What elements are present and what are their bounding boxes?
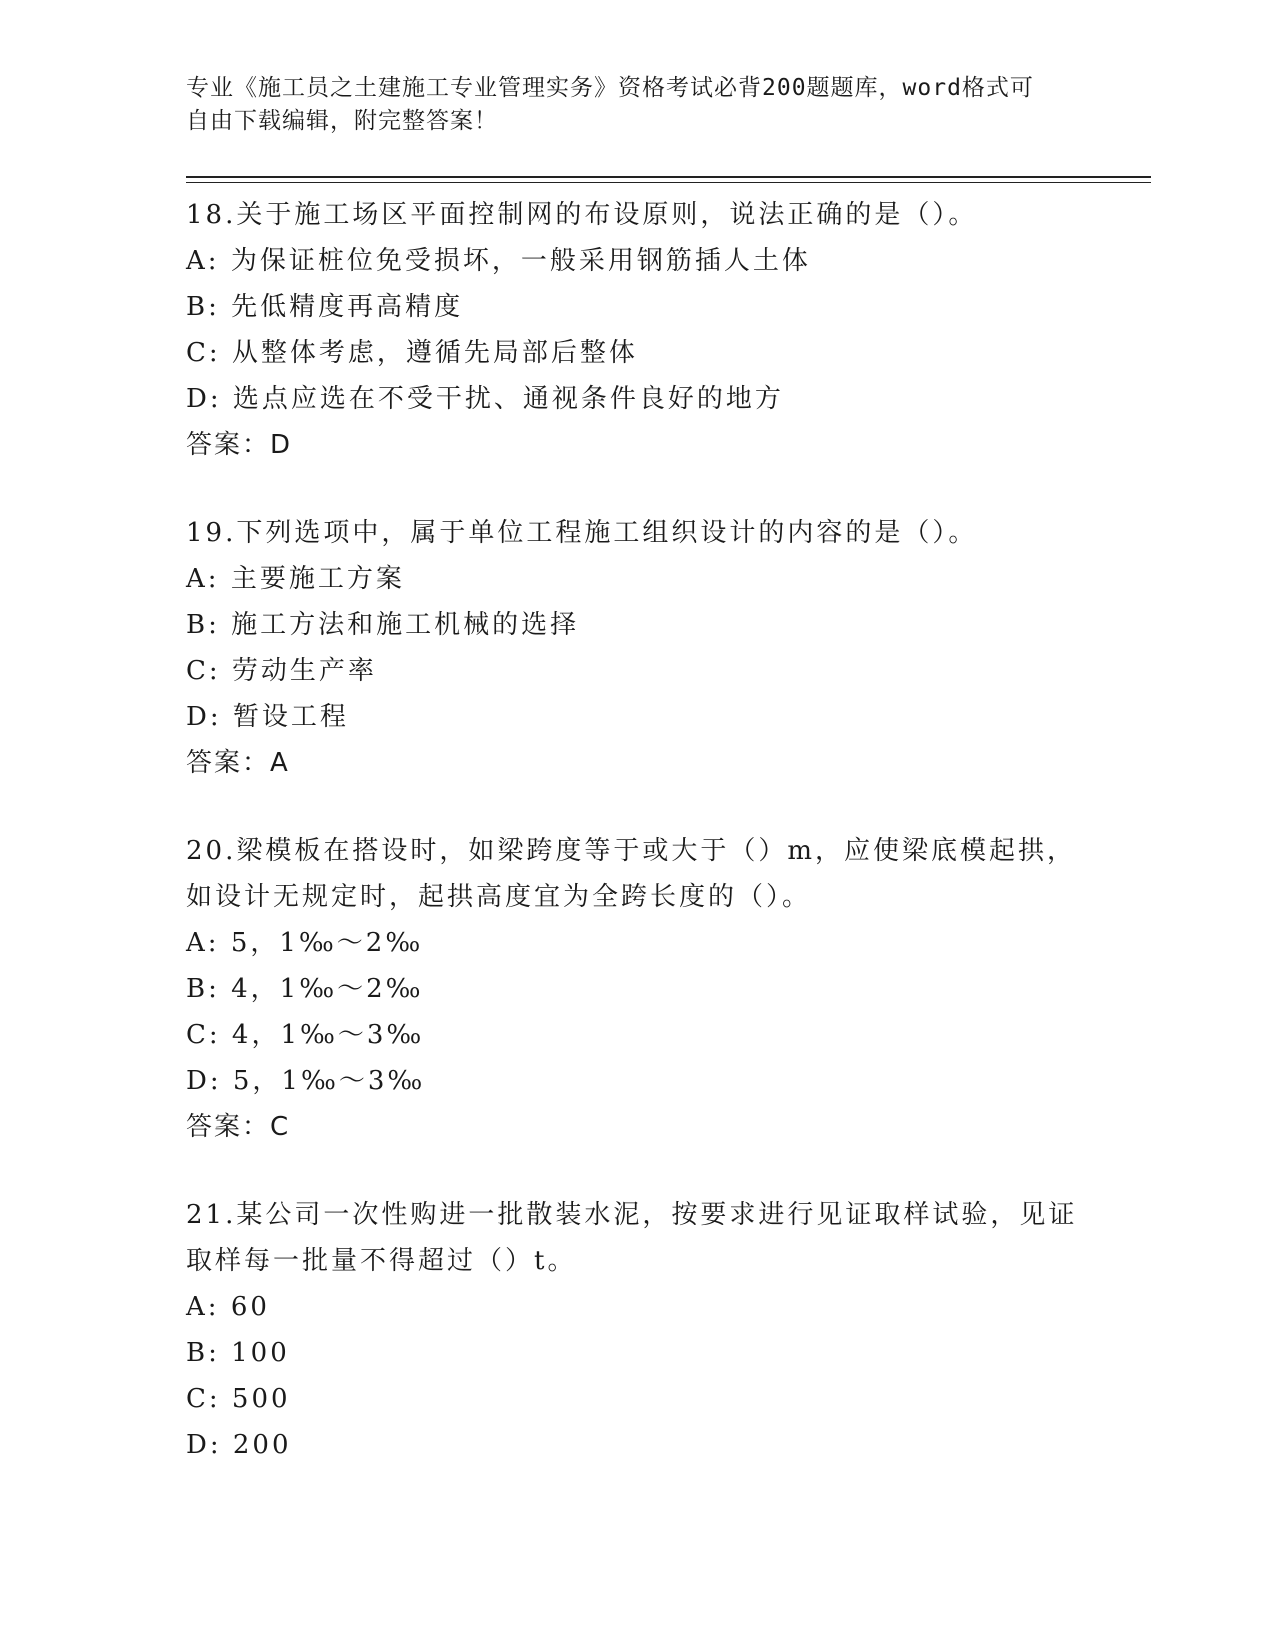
- question-stem: 18.关于施工场区平面控制网的布设原则，说法正确的是（）。: [186, 200, 978, 230]
- answer-line: 答案：C: [186, 1112, 291, 1142]
- question-21: [186, 1192, 1086, 1468]
- option-a: [186, 238, 1086, 284]
- document-header: [186, 72, 1086, 138]
- answer-line: 答案：A: [186, 748, 290, 778]
- option-b: [186, 1330, 1086, 1376]
- question-stem: 19.下列选项中，属于单位工程施工组织设计的内容的是（）。: [186, 518, 978, 548]
- option-d: [186, 376, 1086, 422]
- option-letter: B:: [186, 1338, 220, 1368]
- answer-line: 答案：D: [186, 430, 293, 460]
- option-letter: D:: [186, 384, 222, 414]
- option-letter: A:: [186, 564, 220, 594]
- header-title-line-1: 专业《施工员之土建施工专业管理实务》资格考试必背200题题库，word格式可: [186, 75, 1034, 101]
- option-text: 从整体考虑，遵循先局部后整体: [231, 338, 638, 368]
- option-a: [186, 920, 1086, 966]
- question-stem: 20.梁模板在搭设时，如梁跨度等于或大于（）m，应使梁底模起拱，: [186, 836, 1077, 866]
- option-letter: B:: [186, 292, 220, 322]
- option-letter: C:: [186, 1384, 221, 1414]
- header-divider-thin: [186, 182, 1151, 183]
- option-c: [186, 1012, 1086, 1058]
- question-stem-continued: 如设计无规定时，起拱高度宜为全跨长度的（）。: [186, 882, 812, 912]
- question-list: [186, 192, 1086, 1510]
- option-text: 4，1‰～3‰: [231, 1020, 425, 1050]
- option-text: 500: [231, 1384, 291, 1414]
- option-letter: D:: [186, 1066, 222, 1096]
- question-19: [186, 510, 1086, 786]
- option-text: 60: [230, 1292, 270, 1322]
- option-text: 为保证桩位免受损坏，一般采用钢筋插人土体: [230, 246, 811, 276]
- option-a: [186, 1284, 1086, 1330]
- option-letter: D:: [186, 1430, 222, 1460]
- option-text: 施工方法和施工机械的选择: [231, 610, 580, 640]
- option-letter: C:: [186, 338, 221, 368]
- option-c: [186, 330, 1086, 376]
- option-d: [186, 694, 1086, 740]
- header-title-line-2: 自由下载编辑，附完整答案！: [186, 108, 498, 134]
- option-b: [186, 966, 1086, 1012]
- option-text: 主要施工方案: [230, 564, 405, 594]
- option-letter: C:: [186, 1020, 221, 1050]
- option-c: [186, 648, 1086, 694]
- option-text: 先低精度再高精度: [231, 292, 464, 322]
- option-letter: B:: [186, 974, 220, 1004]
- header-divider-thick: [186, 176, 1151, 178]
- option-b: [186, 284, 1086, 330]
- option-d: [186, 1058, 1086, 1104]
- option-letter: A:: [186, 928, 220, 958]
- option-b: [186, 602, 1086, 648]
- option-text: 劳动生产率: [231, 656, 377, 686]
- option-text: 100: [231, 1338, 290, 1368]
- option-text: 5，1‰～3‰: [232, 1066, 426, 1096]
- option-text: 5，1‰～2‰: [230, 928, 424, 958]
- option-d: [186, 1422, 1086, 1468]
- option-text: 200: [232, 1430, 292, 1460]
- question-stem: 21.某公司一次性购进一批散装水泥，按要求进行见证取样试验，见证: [186, 1200, 1078, 1230]
- option-letter: C:: [186, 656, 221, 686]
- question-20: [186, 828, 1086, 1150]
- option-text: 暂设工程: [232, 702, 349, 732]
- option-text: 4，1‰～2‰: [231, 974, 424, 1004]
- option-letter: A:: [186, 246, 220, 276]
- option-letter: A:: [186, 1292, 220, 1322]
- option-letter: D:: [186, 702, 222, 732]
- option-c: [186, 1376, 1086, 1422]
- question-stem-continued: 取样每一批量不得超过（）t。: [186, 1246, 577, 1276]
- option-text: 选点应选在不受干扰、通视条件良好的地方: [232, 384, 784, 414]
- question-18: [186, 192, 1086, 468]
- option-letter: B:: [186, 610, 220, 640]
- option-a: [186, 556, 1086, 602]
